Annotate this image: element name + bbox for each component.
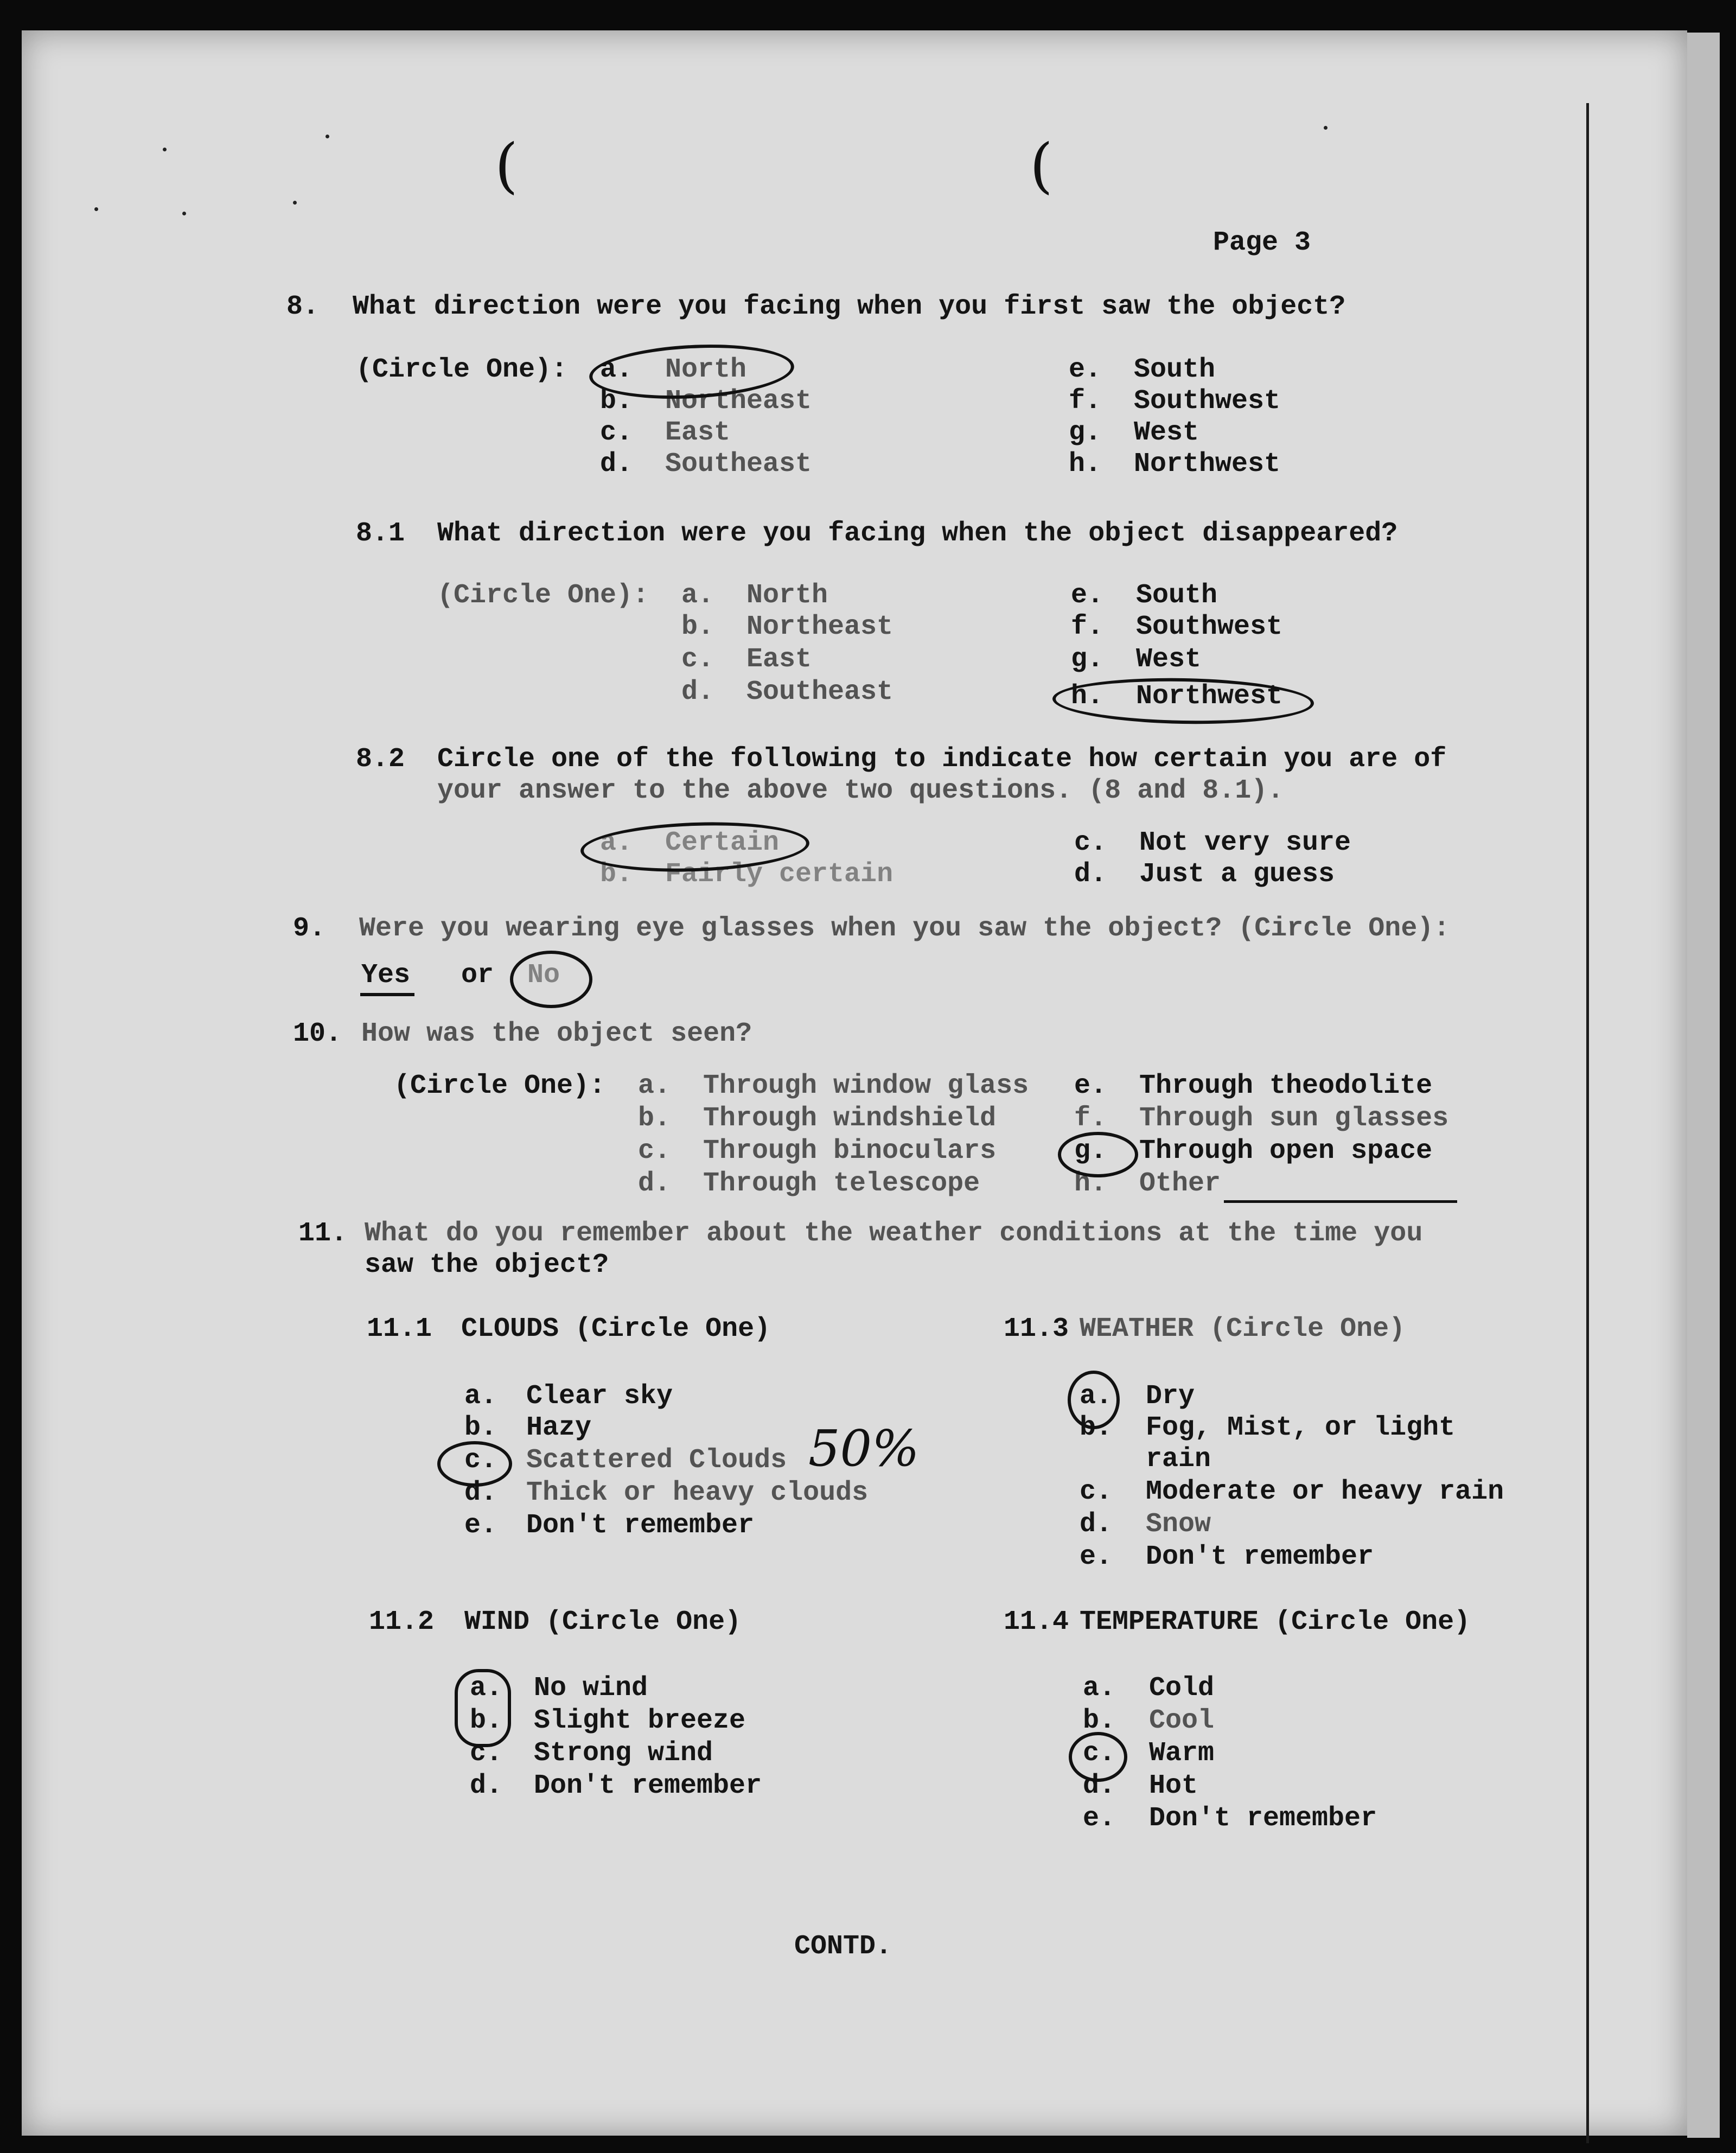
q10-option-label: Through open space: [1139, 1136, 1433, 1167]
q10-option-label: Through theodolite: [1139, 1071, 1433, 1101]
q8-option-label: Northwest: [1134, 449, 1281, 480]
q8-2-option-letter: b.: [600, 859, 633, 890]
q8-1-option-letter: a.: [681, 580, 714, 611]
q10-option-letter: a.: [638, 1071, 671, 1101]
q8-1-option-label: Northwest: [1136, 681, 1283, 712]
speck: [163, 148, 167, 151]
q8-option-label: West: [1134, 417, 1199, 448]
q10-option-label: Through window glass: [703, 1071, 1029, 1101]
q8-option-letter: g.: [1069, 417, 1102, 448]
margin-rule: [1586, 103, 1589, 2143]
q11-4-number: 11.4: [1004, 1607, 1069, 1638]
q11-3-title: WEATHER (Circle One): [1080, 1314, 1406, 1345]
speck: [182, 212, 186, 215]
continued-footer: CONTD.: [794, 1931, 892, 1962]
q8-1-option-label: Southwest: [1136, 611, 1283, 642]
q8-2-option-letter: d.: [1074, 859, 1107, 890]
q11-1-option-label: Hazy: [526, 1412, 592, 1443]
q10-option-letter: c.: [638, 1136, 671, 1167]
q8-2-option-label: Not very sure: [1139, 827, 1351, 858]
speck: [1324, 126, 1327, 130]
q8-option-label: North: [665, 354, 747, 385]
q11-3-option-label: Snow: [1146, 1509, 1211, 1540]
q10-option-label: Through telescope: [703, 1168, 980, 1199]
q8-option-letter: a.: [600, 354, 633, 385]
q11-2-option-letter: a.: [470, 1673, 503, 1704]
q8-1-option-label: Northeast: [746, 611, 893, 642]
q11-3-option-letter: e.: [1080, 1542, 1113, 1572]
q8-1-option-label: West: [1136, 644, 1202, 675]
q8-option-letter: f.: [1069, 386, 1102, 417]
q10-option-letter: g.: [1074, 1136, 1107, 1167]
q11-2-option-label: Don't remember: [534, 1770, 762, 1801]
q8-1-option-letter: b.: [681, 611, 714, 642]
q8-option-label: East: [665, 417, 731, 448]
q8-1-option-letter: f.: [1071, 611, 1104, 642]
punch-mark-left: (: [495, 131, 518, 200]
q10-text: How was the object seen?: [361, 1018, 752, 1049]
q10-option-label: Through sun glasses: [1139, 1103, 1449, 1134]
q11-number: 11.: [298, 1218, 348, 1249]
q9-number: 9.: [293, 913, 326, 944]
answer-circle-q9-no: [510, 951, 592, 1008]
q11-4-option-label: Don't remember: [1149, 1803, 1377, 1834]
q11-3-option-letter: a.: [1080, 1381, 1113, 1412]
q9-yes: Yes: [361, 960, 411, 991]
page-label: Page 3: [1213, 227, 1311, 258]
q8-option-label: Southeast: [665, 449, 812, 480]
q10-instruction: (Circle One):: [394, 1071, 606, 1101]
q11-2-number: 11.2: [369, 1607, 435, 1638]
q11-2-title: WIND (Circle One): [464, 1607, 742, 1638]
q8-option-label: South: [1134, 354, 1216, 385]
q9-text: Were you wearing eye glasses when you saw the object? (Circle One):: [359, 913, 1450, 944]
answer-circle-q11-4-warm: [1069, 1732, 1127, 1782]
q8-1-option-letter: c.: [681, 644, 714, 675]
q11-4-title: TEMPERATURE (Circle One): [1080, 1607, 1471, 1638]
q8-2-option-label: Certain: [665, 827, 780, 858]
q8-1-option-label: South: [1136, 580, 1218, 611]
q8-2-option-label: Just a guess: [1139, 859, 1335, 890]
q11-1-option-letter: c.: [464, 1445, 497, 1476]
q11-3-option-label: Don't remember: [1146, 1542, 1374, 1572]
q8-option-label: Northeast: [665, 386, 812, 417]
q11-1-option-label: Clear sky: [526, 1381, 673, 1412]
q11-1-option-letter: b.: [464, 1412, 497, 1443]
q11-1-option-label: Scattered Clouds: [526, 1445, 787, 1476]
q8-text: What direction were you facing when you first saw the object?: [353, 291, 1346, 322]
q8-1-option-letter: h.: [1071, 681, 1104, 712]
q8-1-option-letter: d.: [681, 677, 714, 708]
q10-option-letter: f.: [1074, 1103, 1107, 1134]
q11-3-number: 11.3: [1004, 1314, 1069, 1345]
q11-3-option-label: Fog, Mist, or light: [1146, 1412, 1456, 1443]
q8-option-letter: h.: [1069, 449, 1102, 480]
q11-4-option-label: Warm: [1149, 1738, 1215, 1769]
q8-2-option-letter: c.: [1074, 827, 1107, 858]
q8-2-option-label: Fairly certain: [665, 859, 893, 890]
q8-2-text-line1: Circle one of the following to indicate how certain you are of: [437, 744, 1447, 775]
q8-2-number: 8.2: [356, 744, 405, 775]
q8-1-option-letter: e.: [1071, 580, 1104, 611]
q8-1-option-label: East: [746, 644, 812, 675]
q11-1-option-label: Thick or heavy clouds: [526, 1477, 869, 1508]
q11-3-option-label: Moderate or heavy rain: [1146, 1476, 1504, 1507]
q11-2-option-letter: d.: [470, 1770, 503, 1801]
q11-4-option-label: Hot: [1149, 1770, 1198, 1801]
q11-2-option-label: No wind: [534, 1673, 648, 1704]
q8-option-letter: c.: [600, 417, 633, 448]
q11-3-option-letter: c.: [1080, 1476, 1113, 1507]
q11-3-option-label: rain: [1146, 1444, 1211, 1475]
punch-mark-right: (: [1030, 131, 1053, 200]
q11-text-line1: What do you remember about the weather conditions at the time you: [365, 1218, 1423, 1249]
q10-option-letter: b.: [638, 1103, 671, 1134]
q8-option-letter: d.: [600, 449, 633, 480]
q8-1-instruction: (Circle One):: [437, 580, 649, 611]
q11-2-option-label: Strong wind: [534, 1738, 713, 1769]
q11-1-option-letter: e.: [464, 1510, 497, 1541]
q11-2-option-letter: b.: [470, 1705, 503, 1736]
q11-4-option-letter: b.: [1083, 1705, 1116, 1736]
q11-3-option-letter: b.: [1080, 1412, 1113, 1443]
q8-1-number: 8.1: [356, 518, 405, 549]
q10-option-letter: h.: [1074, 1168, 1107, 1199]
q11-3-option-label: Dry: [1146, 1381, 1195, 1412]
q11-4-option-label: Cool: [1149, 1705, 1215, 1736]
q9-no: No: [527, 960, 560, 991]
q8-instruction: (Circle One):: [356, 354, 568, 385]
q8-1-option-label: Southeast: [746, 677, 893, 708]
q8-1-text: What direction were you facing when the object disappeared?: [437, 518, 1398, 549]
q11-4-option-letter: d.: [1083, 1770, 1116, 1801]
q8-option-label: Southwest: [1134, 386, 1281, 417]
q11-4-option-label: Cold: [1149, 1673, 1215, 1704]
q8-option-letter: e.: [1069, 354, 1102, 385]
speck: [326, 135, 329, 138]
handwritten-annotation-50-percent: 50%: [808, 1419, 920, 1477]
q8-option-letter: b.: [600, 386, 633, 417]
q9-or: or: [461, 960, 494, 991]
q11-1-option-letter: d.: [464, 1477, 497, 1508]
q11-1-title: CLOUDS (Circle One): [461, 1314, 771, 1345]
answer-circle-q11-2-wind: [455, 1669, 511, 1747]
q11-2-option-label: Slight breeze: [534, 1705, 746, 1736]
q11-1-number: 11.1: [367, 1314, 432, 1345]
q10-other-blank-line: [1224, 1200, 1457, 1203]
answer-circle-q11-3-dry: [1068, 1371, 1120, 1429]
answer-circle-q11-1-scattered: [437, 1441, 512, 1487]
q10-option-label: Other: [1139, 1168, 1221, 1199]
q9-yes-underline: [360, 993, 414, 996]
q11-4-option-letter: a.: [1083, 1673, 1116, 1704]
q8-1-option-label: North: [746, 580, 828, 611]
speck: [293, 201, 297, 205]
q8-2-option-letter: a.: [600, 827, 633, 858]
page-edge-shadow: [1687, 33, 1720, 2138]
q10-option-label: Through windshield: [703, 1103, 997, 1134]
q10-option-letter: e.: [1074, 1071, 1107, 1101]
q11-4-option-letter: e.: [1083, 1803, 1116, 1834]
q11-4-option-letter: c.: [1083, 1738, 1116, 1769]
answer-circle-q10-open-space: [1058, 1132, 1138, 1177]
q10-number: 10.: [293, 1018, 342, 1049]
q11-text-line2: saw the object?: [365, 1250, 609, 1281]
q11-3-option-letter: d.: [1080, 1509, 1113, 1540]
q11-1-option-letter: a.: [464, 1381, 497, 1412]
q11-2-option-letter: c.: [470, 1738, 503, 1769]
q10-option-label: Through binoculars: [703, 1136, 997, 1167]
speck: [94, 207, 98, 211]
q11-1-option-label: Don't remember: [526, 1510, 755, 1541]
q8-number: 8.: [286, 291, 320, 322]
q10-option-letter: d.: [638, 1168, 671, 1199]
q8-1-option-letter: g.: [1071, 644, 1104, 675]
q8-2-text-line2: your answer to the above two questions. (8 and 8.1).: [437, 775, 1284, 806]
